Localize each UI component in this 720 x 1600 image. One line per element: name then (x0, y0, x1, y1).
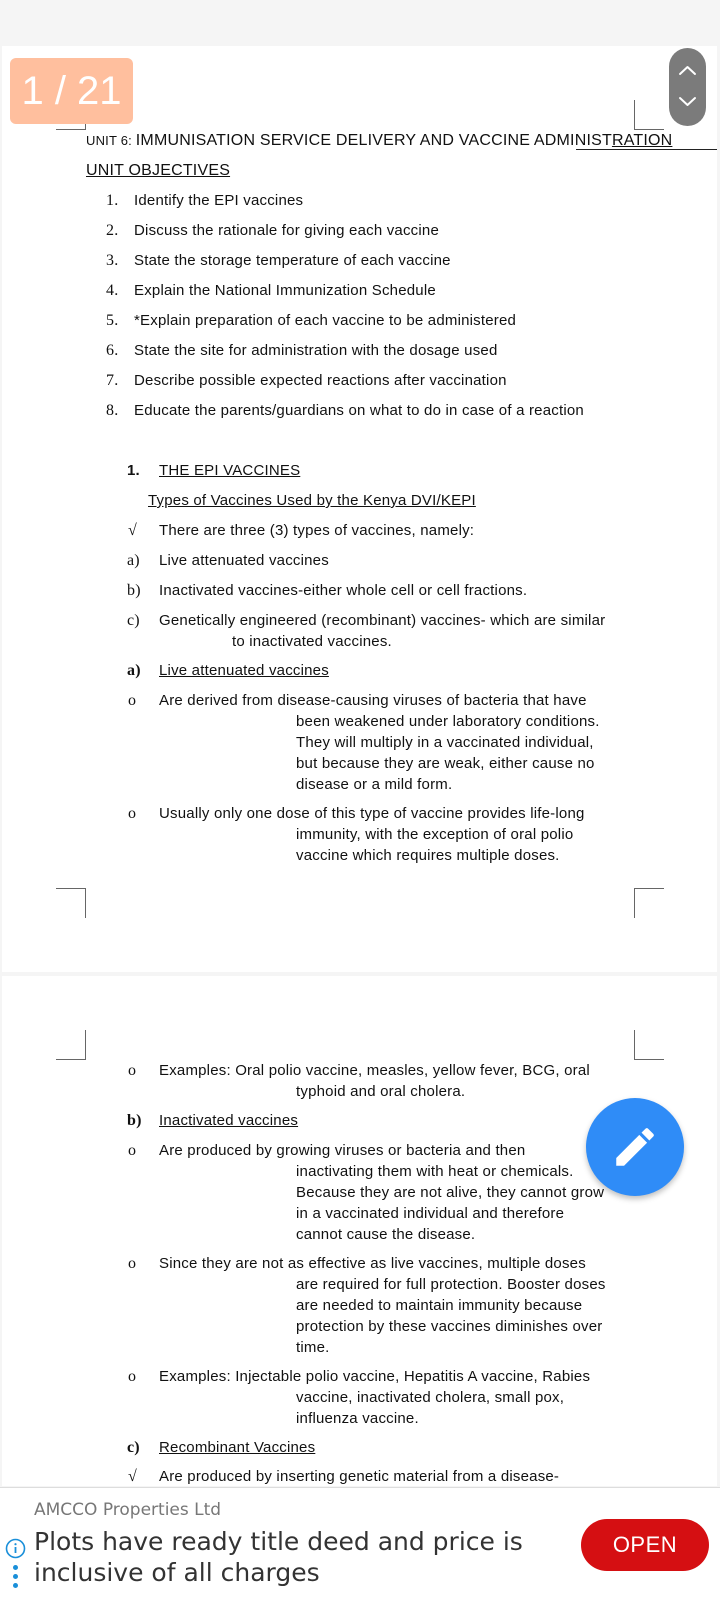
bullet-mark: o (128, 1062, 137, 1079)
objectives-heading: UNIT OBJECTIVES (86, 162, 231, 179)
crop-mark-top-left (56, 1030, 86, 1060)
list-item: State the storage temperature of each vaccine (134, 252, 451, 269)
unit-heading: UNIT 6: IMMUNISATION SERVICE DELIVERY AND VACCINE ADMINISTRATION (86, 132, 673, 149)
bullet-text: inactivating them with heat or chemicals. (296, 1163, 574, 1180)
bullet-text: are required for full protection. Booster doses (296, 1276, 606, 1293)
advertiser-name: AMCCO Properties Ltd (34, 1500, 222, 1520)
bullet-text: Examples: Injectable polio vaccine, Hepatitis A vaccine, Rabies (159, 1368, 591, 1385)
document-page-2 (2, 976, 717, 1486)
list-item-number: 1. (106, 192, 119, 209)
page-indicator: 1 / 21 (10, 58, 133, 124)
bullet-text: disease or a mild form. (296, 776, 453, 793)
bullet-mark: o (128, 1142, 137, 1159)
list-item-number: 2. (106, 222, 119, 239)
check-mark: √ (128, 1468, 137, 1485)
bullet-text: cannot cause the disease. (296, 1226, 476, 1243)
bullet-text: Usually only one dose of this type of vaccine provides life-long (159, 805, 585, 822)
bullet-text: time. (296, 1339, 330, 1356)
subsection-title: Recombinant Vaccines (159, 1439, 316, 1456)
bullet-text: Are produced by inserting genetic material from a disease- (159, 1468, 560, 1485)
bullet-mark: o (128, 692, 137, 709)
list-item-label: b) (127, 582, 141, 599)
bullet-text: influenza vaccine. (296, 1410, 419, 1427)
crop-mark-top-right (634, 1030, 664, 1060)
list-item-number: 3. (106, 252, 119, 269)
list-item: Describe possible expected reactions after vaccination (134, 372, 507, 389)
chevron-down-icon[interactable] (669, 86, 706, 118)
bullet-text: but because they are weak, either cause no (296, 755, 595, 772)
page-navigation-control (669, 48, 706, 126)
bullet-text: immunity, with the exception of oral polio (296, 826, 574, 843)
ad-headline-line: Plots have ready title deed and price is (34, 1527, 523, 1556)
check-mark: √ (128, 522, 137, 539)
bullet-text: vaccine, inactivated cholera, small pox, (296, 1389, 565, 1406)
bullet-text: vaccine which requires multiple doses. (296, 847, 560, 864)
document-page-1 (2, 46, 717, 972)
bullet-mark: o (128, 1255, 137, 1272)
ad-headline-line: inclusive of all charges (34, 1558, 320, 1587)
list-item: Identify the EPI vaccines (134, 192, 304, 209)
ad-open-button[interactable]: OPEN (581, 1519, 709, 1571)
bullet-text: Because they are not alive, they cannot grow (296, 1184, 605, 1201)
crop-mark-bottom-left (56, 888, 86, 918)
info-icon[interactable] (5, 1538, 26, 1564)
bullet-text: protection by these vaccines diminishes over (296, 1318, 603, 1335)
bullet-text: They will multiply in a vaccinated individual, (296, 734, 594, 751)
list-item: Educate the parents/guardians on what to do in case of a reaction (134, 402, 584, 419)
list-item: Genetically engineered (recombinant) vaccines- which are similar (159, 612, 606, 629)
edit-button[interactable] (586, 1098, 684, 1196)
bullet-text: are needed to maintain immunity because (296, 1297, 583, 1314)
bullet-text: Are produced by growing viruses or bacteria and then (159, 1142, 526, 1159)
crop-mark-top-right (634, 100, 664, 130)
crop-mark-bottom-right (634, 888, 664, 918)
bullet-text: been weakened under laboratory conditions. (296, 713, 600, 730)
list-item-continuation: to inactivated vaccines. (232, 633, 392, 650)
pencil-icon (610, 1122, 660, 1177)
list-item-label: a) (127, 552, 140, 569)
list-item: *Explain preparation of each vaccine to be administered (134, 312, 517, 329)
bullet-text: Are derived from disease-causing viruses of bacteria that have (159, 692, 587, 709)
bullet-mark: o (128, 805, 137, 822)
subsection-label: c) (127, 1439, 140, 1456)
bullet-text: in a vaccinated individual and therefore (296, 1205, 565, 1222)
list-item: Discuss the rationale for giving each vaccine (134, 222, 439, 239)
bullet-text: typhoid and oral cholera. (296, 1083, 466, 1100)
section-title: THE EPI VACCINES (159, 462, 301, 479)
list-item: State the site for administration with the dosage used (134, 342, 498, 359)
list-item-number: 8. (106, 402, 119, 419)
types-heading: Types of Vaccines Used by the Kenya DVI/KEPI (148, 492, 476, 509)
subsection-title: Live attenuated vaccines (159, 662, 329, 679)
list-item: Live attenuated vaccines (159, 552, 329, 569)
ad-headline (34, 1526, 523, 1588)
list-item-label: c) (127, 612, 140, 629)
subsection-title: Inactivated vaccines (159, 1112, 299, 1129)
ad-banner[interactable] (0, 1487, 720, 1600)
list-item-number: 5. (106, 312, 119, 329)
types-intro: There are three (3) types of vaccines, namely: (159, 522, 475, 539)
list-item: Inactivated vaccines-either whole cell or cell fractions. (159, 582, 528, 599)
bullet-text: Examples: Oral polio vaccine, measles, yellow fever, BCG, oral (159, 1062, 590, 1079)
list-item-number: 4. (106, 282, 119, 299)
list-item-number: 6. (106, 342, 119, 359)
list-item-number: 7. (106, 372, 119, 389)
subsection-label: b) (127, 1112, 142, 1129)
heading-rule (576, 149, 717, 150)
bullet-text: Since they are not as effective as live vaccines, multiple doses (159, 1255, 586, 1272)
section-number: 1. (127, 462, 140, 479)
bullet-mark: o (128, 1368, 137, 1385)
subsection-label: a) (127, 662, 141, 679)
more-vertical-icon[interactable] (11, 1565, 19, 1595)
chevron-up-icon[interactable] (669, 54, 706, 86)
list-item: Explain the National Immunization Schedule (134, 282, 436, 299)
